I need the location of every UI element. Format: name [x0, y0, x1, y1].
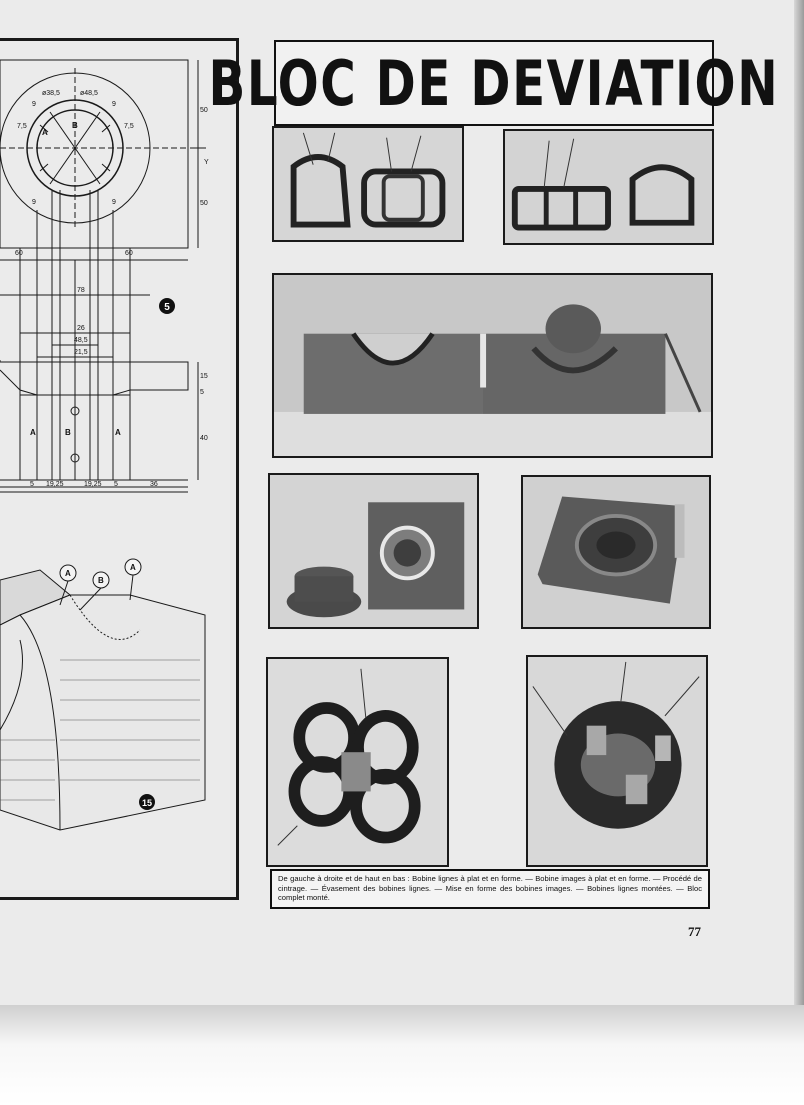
- side-label-a-right: A: [115, 428, 121, 437]
- dim-7-5-b: 7,5: [124, 123, 134, 130]
- dim-26: 26: [77, 325, 85, 332]
- dim-60-right: 60: [125, 250, 133, 257]
- dim-9-c: 9: [32, 199, 36, 206]
- page-number: 77: [688, 924, 701, 939]
- diam-inner-label: ø38,5: [42, 90, 60, 97]
- photo-image-coil: [503, 129, 714, 245]
- page-edge: [794, 0, 804, 1010]
- callout-a-right: A: [130, 563, 136, 572]
- dim-9-a: 9: [32, 101, 36, 108]
- bottom-dim-4: 5: [114, 481, 118, 488]
- article-title-box: [208, 40, 780, 126]
- dim-50-bottom: 50: [200, 200, 208, 207]
- page-bottom-margin: [0, 1005, 804, 1105]
- part-label-b: B: [72, 121, 78, 130]
- figure-15-label: 15: [141, 798, 153, 808]
- dim-5: 5: [200, 389, 204, 396]
- bottom-dim-5: 36: [150, 481, 158, 488]
- axis-mark: Y: [204, 159, 209, 166]
- photo-shaping-image-coils: [521, 475, 711, 629]
- photo-bending-process: [272, 273, 713, 458]
- dim-9-b: 9: [112, 101, 116, 108]
- dim-7-5-a: 7,5: [17, 123, 27, 130]
- dim-60-left: 60: [15, 250, 23, 257]
- dim-48-5: 48,5: [74, 337, 88, 344]
- dim-9-d: 9: [112, 199, 116, 206]
- dim-40: 40: [200, 435, 208, 442]
- bottom-dim-3: 19,25: [84, 481, 102, 488]
- dim-15: 15: [200, 373, 208, 380]
- side-label-a-left: A: [30, 428, 36, 437]
- bottom-dim-2: 19,25: [46, 481, 64, 488]
- callout-a-left: A: [65, 569, 71, 578]
- technical-drawing: [0, 40, 236, 898]
- part-label-a: A: [42, 128, 48, 137]
- article-title: BLOC DE DEVIATION: [208, 46, 780, 120]
- dim-50-top: 50: [200, 107, 208, 114]
- photo-flaring-line-coils: [268, 473, 479, 629]
- photo-complete-block: [526, 655, 708, 867]
- bottom-dim-1: 5: [30, 481, 34, 488]
- photo-line-coil: [272, 126, 464, 242]
- dim-21-5: 21,5: [74, 349, 88, 356]
- photo-line-coils-mounted: [266, 657, 449, 867]
- diam-outer-label: ø48,5: [80, 90, 98, 97]
- photo-caption: De gauche à droite et de haut en bas : Bobine lignes à plat et en forme. — Bobine images à plat et en forme. — Procédé de cintrage. — Évasement des bobines lignes. — Mise en forme des bobines images. — Bobines lignes montées. — Bloc complet monté.: [270, 869, 710, 909]
- figure-5-label: 5: [164, 302, 170, 313]
- dim-78: 78: [77, 287, 85, 294]
- callout-b: B: [98, 576, 104, 585]
- side-label-b: B: [65, 428, 71, 437]
